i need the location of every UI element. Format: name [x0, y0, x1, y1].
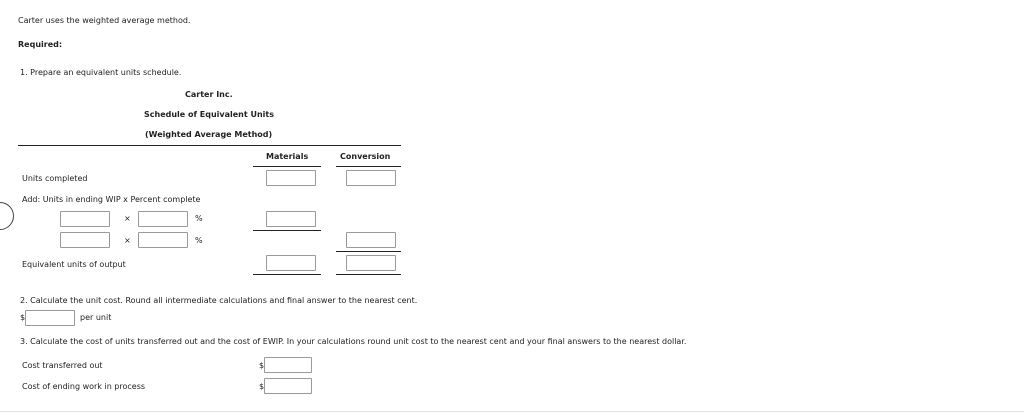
unit-cost-input[interactable] [25, 310, 75, 326]
question-nav-circle[interactable] [0, 202, 14, 230]
units-completed-materials-input[interactable] [266, 170, 316, 186]
conversion-subtotal-rule [336, 251, 401, 252]
q3-prompt: 3. Calculate the cost of units transferred out and the cost of EWIP. In your calculations round unit cost to the nearest cent and your final answers to the nearest dollar. [20, 337, 687, 346]
company-name: Carter Inc. [185, 90, 233, 99]
cost-transferred-input[interactable] [264, 357, 312, 373]
wip-materials-input[interactable] [266, 211, 316, 227]
q3-currency-1: $ [259, 361, 265, 370]
q2-currency: $ [20, 313, 26, 322]
q2-suffix: per unit [80, 313, 112, 322]
wip-percent-input-1[interactable] [138, 211, 188, 227]
units-completed-conversion-input[interactable] [346, 170, 396, 186]
cost-ewip-input[interactable] [264, 378, 312, 394]
row-units-completed: Units completed [22, 174, 88, 183]
materials-subtotal-rule [253, 230, 321, 231]
q1-prompt: 1. Prepare an equivalent units schedule. [20, 68, 182, 77]
col-materials-header: Materials [266, 152, 309, 161]
col-conversion-header: Conversion [340, 152, 391, 161]
materials-header-rule [253, 166, 321, 167]
intro-text: Carter uses the weighted average method. [18, 16, 191, 25]
equiv-conversion-input[interactable] [346, 255, 396, 271]
equiv-materials-input[interactable] [266, 255, 316, 271]
method-label: (Weighted Average Method) [145, 130, 273, 139]
q2-prompt: 2. Calculate the unit cost. Round all intermediate calculations and final answer to the nearest cent. [20, 296, 418, 305]
times-symbol-2: × [124, 236, 131, 245]
schedule-title: Schedule of Equivalent Units [144, 110, 274, 119]
percent-symbol-1: % [195, 214, 203, 223]
percent-symbol-2: % [195, 236, 203, 245]
row-equivalent-units: Equivalent units of output [22, 260, 126, 269]
wip-percent-input-2[interactable] [138, 232, 188, 248]
header-rule [18, 145, 401, 146]
row-add-wip: Add: Units in ending WIP x Percent complete [22, 195, 201, 204]
row-cost-ewip: Cost of ending work in process [22, 382, 146, 391]
materials-total-rule [253, 274, 321, 275]
wip-units-input-1[interactable] [60, 211, 110, 227]
q3-currency-2: $ [259, 382, 265, 391]
required-label: Required: [18, 40, 63, 49]
wip-units-input-2[interactable] [60, 232, 110, 248]
page-bottom-divider [0, 411, 1024, 412]
row-cost-transferred: Cost transferred out [22, 361, 103, 370]
times-symbol-1: × [124, 214, 131, 223]
wip-conversion-input[interactable] [346, 232, 396, 248]
conversion-header-rule [336, 166, 401, 167]
conversion-total-rule [336, 274, 401, 275]
